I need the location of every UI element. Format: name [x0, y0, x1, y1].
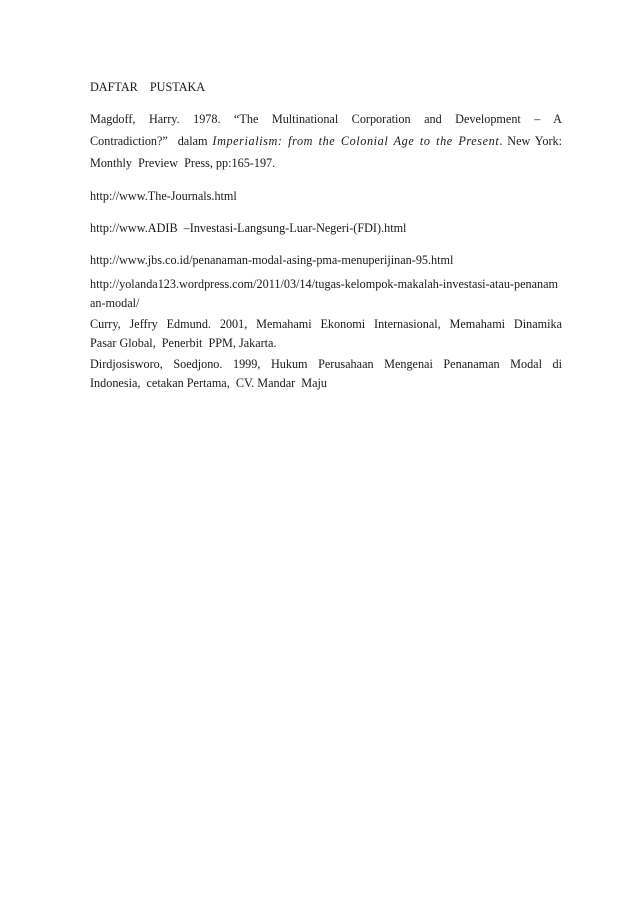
reference-magdoff-lead: Magdoff, Harry. 1978. “The Multinational Corporation and Development – A Contradiction?” dalam — [90, 112, 566, 148]
reference-journals-url: http://www.The-Journals.html — [90, 189, 237, 203]
reference-magdoff — [90, 108, 566, 174]
reference-jbs-url: http://www.jbs.co.id/penanaman-modal-asing-pma-menuperijinan-95.html — [90, 253, 454, 267]
reference-adib-url: http://www.ADIB –Investasi-Langsung-Luar-Negeri-(FDI).html — [90, 221, 407, 235]
reference-dirdjosisworo: Dirdjosisworo, Soedjono. 1999, Hukum Perusahaan Mengenai Penanaman Modal di Indonesia, cetakan Pertama, CV. Mandar Maju — [90, 357, 566, 390]
bibliography-page — [90, 79, 566, 393]
reference-curry: Curry, Jeffry Edmund. 2001, Memahami Ekonomi Internasional, Memahami Dinamika Pasar Global, Penerbit PPM, Jakarta. — [90, 317, 566, 350]
page-title: DAFTAR PUSTAKA — [90, 80, 206, 94]
reference-yolanda-url: http://yolanda123.wordpress.com/2011/03/14/tugas-kelompok-makalah-investasi-atau-penanaman-modal/ — [90, 277, 558, 310]
reference-magdoff-tail: . New York: Monthly Preview Press, pp:165-197. — [90, 134, 566, 170]
reference-magdoff-title: Imperialism: from the Colonial Age to the Present — [212, 134, 500, 148]
